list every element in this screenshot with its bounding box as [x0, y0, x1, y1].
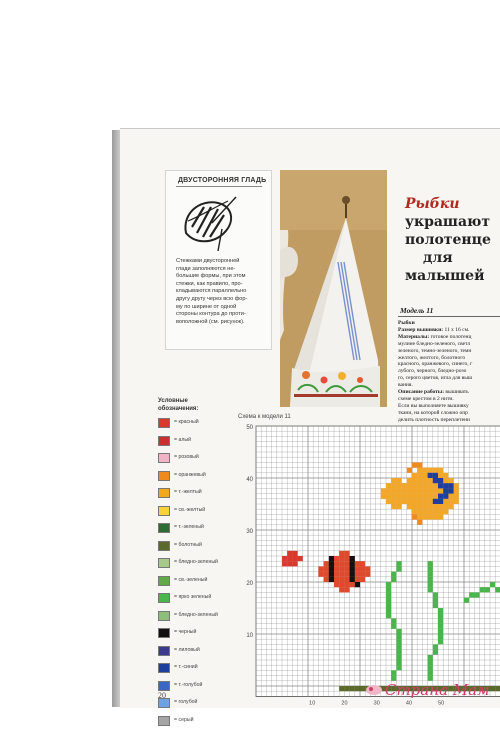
legend-label: = бледно-зеленый: [174, 611, 218, 618]
info-box-text: Стежками двусторонней глади заполняются не- большие формы, при этом стежки, как правило, про- кладываются параллельно другу другу через всю фор- му по ширине от одной стороны контура до проти- воположной (см. рисунок).: [176, 258, 248, 325]
legend-label: = серый: [174, 716, 194, 723]
legend-swatch: [158, 576, 170, 586]
legend-label: = бледно-зеленый: [174, 559, 218, 565]
needle-stitch-illustration-icon: [178, 193, 240, 253]
description-line: делить плотность переплетени: [398, 416, 470, 423]
description-line: Если вы выполняете вышивку: [398, 402, 469, 409]
legend-label: = красный: [174, 419, 199, 425]
watermark-text: Страна Мам: [385, 681, 490, 699]
legend-label: = ярко зеленый: [174, 594, 212, 600]
legend-label: = лиловый: [174, 646, 200, 653]
chart-x-tick: 50: [438, 700, 445, 707]
chart-y-tick: 30: [246, 529, 253, 535]
description-line: го, серого цветов, игла для выш: [398, 375, 473, 382]
watermark-logo-icon: [365, 683, 383, 697]
description-line: ткани, на которой сложно опр: [398, 409, 468, 416]
model-divider: [398, 316, 500, 317]
legend-swatch: [158, 593, 170, 603]
legend-label: = т.-синий: [174, 664, 198, 670]
legend-label: = голубой: [174, 699, 198, 705]
legend-swatch: [158, 558, 170, 568]
legend-label: = болотный: [174, 541, 202, 548]
legend-swatch: [158, 506, 170, 516]
chart-title: Схема к модели 11: [238, 414, 291, 420]
chart-x-tick: 40: [405, 700, 413, 707]
description-line: желтого, желтого, болотного: [398, 354, 466, 361]
legend-label: = розовый: [174, 454, 199, 460]
description-line: зеленого, темно-зеленого, темн: [398, 347, 472, 354]
description-line: красного, оранжевого, синего, г: [398, 361, 473, 368]
legend-label: = св.-зеленый: [174, 576, 208, 583]
description-line: схеме крестом в 2 нити.: [398, 395, 454, 402]
legend-label: = алый: [174, 436, 192, 443]
legend-swatch: [158, 681, 170, 691]
towel-illustration: [280, 170, 387, 407]
towel-photo: [280, 170, 387, 407]
description-line: Описание работы: вышивать: [398, 389, 469, 396]
legend-title: Условные обозначения:: [158, 398, 199, 412]
legend-label: = т.-желтый: [174, 489, 202, 495]
legend-swatch: [158, 523, 170, 533]
legend-swatch: [158, 488, 170, 498]
page-number: 20: [158, 691, 166, 700]
stitch-info-box: [165, 170, 272, 350]
legend-label: = т.-голубой: [174, 681, 203, 688]
legend-swatch: [158, 436, 170, 446]
legend-swatch: [158, 418, 170, 428]
legend-swatch: [158, 646, 170, 656]
info-box-divider: [176, 186, 262, 187]
chart-y-tick: 50: [246, 425, 253, 431]
description-line: Размер вышивки: 11 x 16 см.: [398, 326, 470, 333]
description-line: лубого, черного, бледно-розо: [398, 368, 467, 375]
article-heading: Рыбки украшают полотенце для малышей: [405, 196, 491, 284]
legend-swatch: [158, 541, 170, 551]
legend-label: = черный: [174, 629, 197, 635]
legend-label: = св.-желтый: [174, 506, 206, 513]
legend-swatch: [158, 716, 170, 726]
legend-swatch: [158, 611, 170, 621]
legend-swatch: [158, 471, 170, 481]
description-line: мулине бледно-зеленого, светл: [398, 340, 471, 347]
description-line: Рыбки: [398, 320, 415, 326]
model-title: Модель 11: [400, 306, 434, 315]
chart-x-tick: 20: [341, 700, 348, 707]
chart-y-tick: 10: [246, 633, 253, 639]
chart-y-tick: 40: [246, 477, 253, 483]
info-box-title: ДВУСТОРОННЯЯ ГЛАДЬ: [178, 177, 267, 184]
description-line: вания.: [398, 382, 413, 389]
legend-swatch: [158, 453, 170, 463]
legend-swatch: [158, 663, 170, 673]
legend-label: = т.-зеленый: [174, 524, 204, 530]
legend-swatch: [158, 628, 170, 638]
legend-label: = оранжевый: [174, 471, 206, 478]
chart-y-tick: 20: [246, 581, 253, 587]
cross-stitch-chart: [240, 425, 500, 707]
description-line: Материалы: готовое полотенц: [398, 333, 472, 340]
chart-x-tick: 10: [309, 700, 316, 707]
chart-x-tick: 30: [373, 700, 380, 707]
